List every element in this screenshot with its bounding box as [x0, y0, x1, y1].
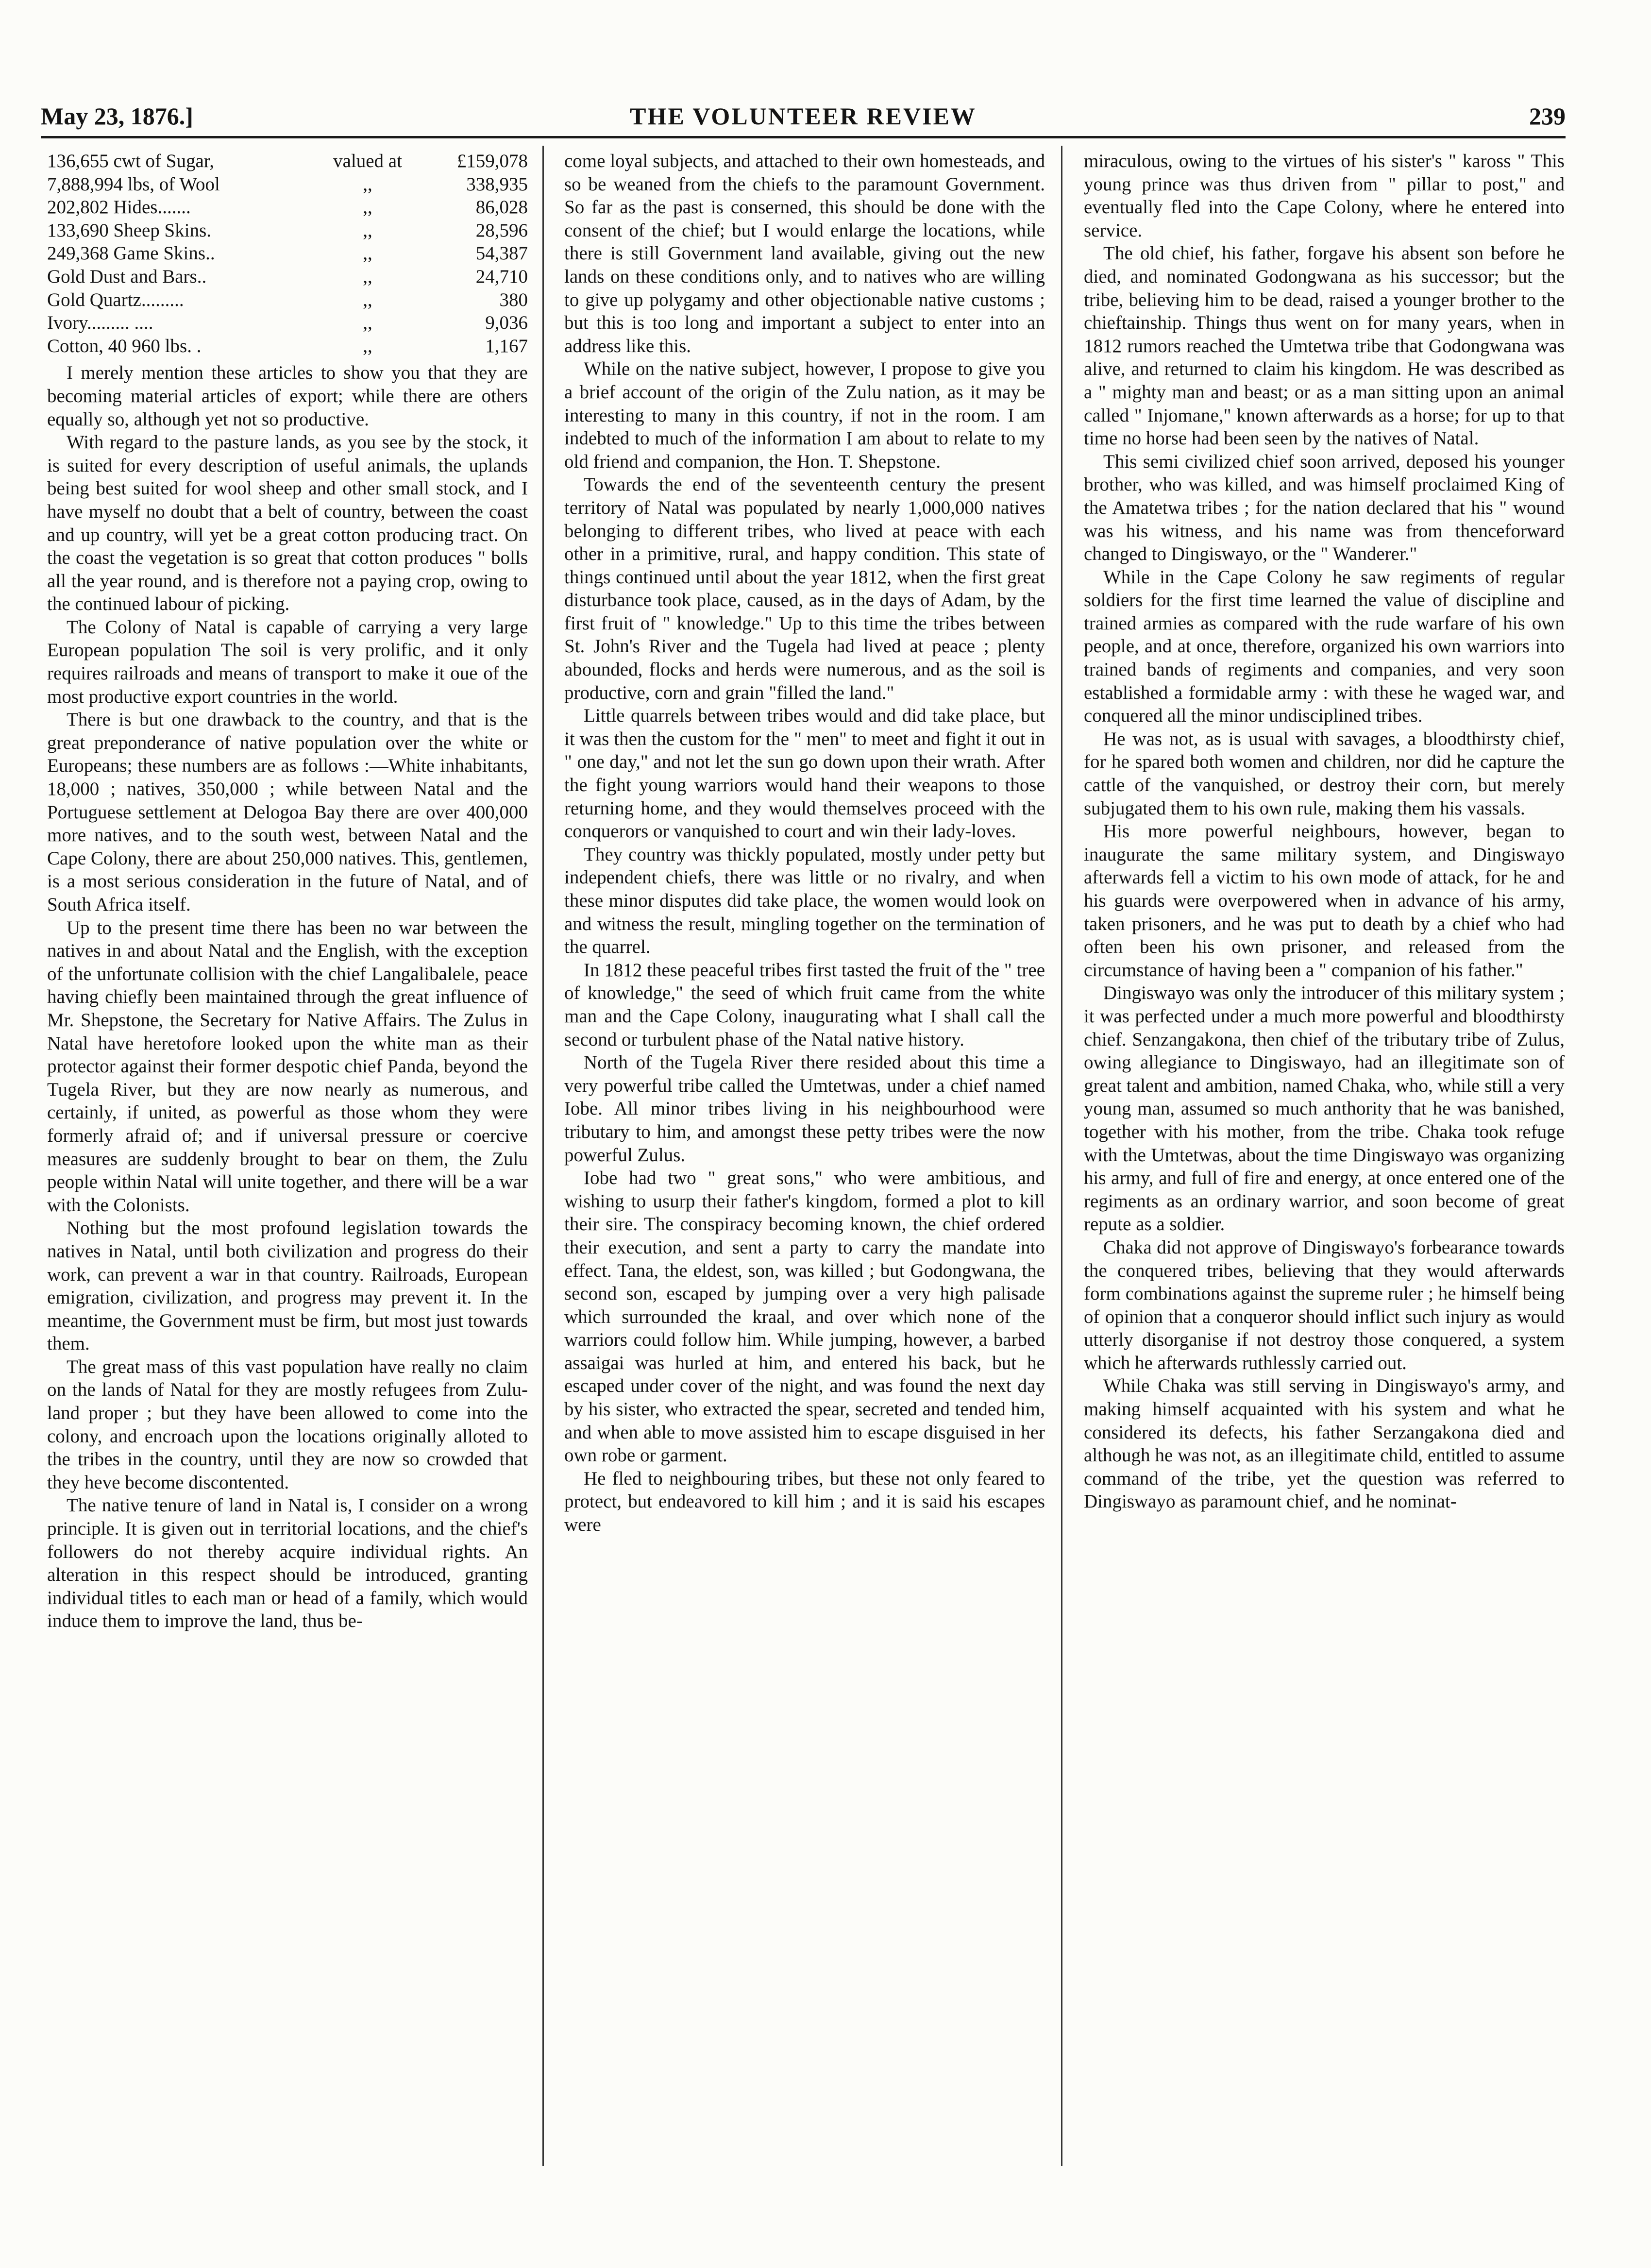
column-divider-2	[1061, 146, 1062, 2166]
table-row	[47, 150, 528, 173]
paragraph: The native tenure of land in Natal is, I consider on a wrong principle. It is given out in territorial locations, and the chief's followers do not thereby acquire individual rights. An alteration in this respect should be introduced, granting individual titles to each man or head of a family, which would induce them to improve the land, thus be-	[47, 1495, 528, 1632]
table-row	[47, 288, 528, 312]
export-value: 54,387	[475, 243, 528, 264]
table-row	[47, 265, 528, 288]
page-header	[41, 102, 1566, 137]
export-item: 7,888,994 lbs, of Wool	[47, 173, 220, 195]
export-unit: ,,	[363, 289, 372, 310]
export-value: 28,596	[475, 220, 528, 241]
paragraph: He fled to neighbouring tribes, but these not only feared to protect, but endeavored to kill him ; and it is said his escapes were	[564, 1468, 1045, 1536]
table-row	[47, 311, 528, 335]
paragraph: Chaka did not approve of Dingiswayo's forbearance towards the conquered tribes, believing that they would afterwards form combinations against the supreme ruler ; he himself being of opinion that a conqueror should inflict such injury as would utterly disorganise if not destroy those conquered, a system which he afterwards ruthlessly carried out.	[1084, 1236, 1565, 1373]
paragraph: Little quarrels between tribes would and did take place, but it was then the custom for the " men" to meet and fight it out in " one day," and not let the sun go down upon their wrath. After the fight young warriors would hand their weapons to those returning home, and they would themselves proceed with the conquerors or vanquished to court and win their lady-loves.	[564, 705, 1045, 842]
issue-date: May 23, 1876.]	[41, 102, 193, 130]
paragraph: In 1812 these peaceful tribes first tasted the fruit of the " tree of knowledge," the seed of which fruit came from the white man and the Cape Colony, inaugurating what I shall call the second or turbulent phase of the Natal native history.	[564, 959, 1045, 1050]
paragraph: Dingiswayo was only the introducer of this military system ; it was perfected under a much more powerful and bloodthirsty chief. Senzangakona, then chief of the tributary tribe of Zulus, owing allegiance to Dingiswayo, had an illegitimate son of great talent and ambition, named Chaka, who, while still a very young man, assumed so much anthority that he was banished, together with his mother, from the tribe. Chaka took refuge with the Umtetwas, about the time Dingiswayo was organizing his army, and full of fire and energy, at once entered one of the regiments as an ordinary warrior, and soon become of great repute as a soldier.	[1084, 982, 1565, 1235]
column-2	[564, 150, 1045, 2165]
page-number: 239	[1529, 102, 1566, 130]
paragraph: come loyal subjects, and attached to their own homesteads, and so be weaned from the chiefs to the paramount Government. So far as the past is conserned, this should be done with the consent of the chief; but I would enlarge the locations, while there is still Government land available, giving out the new lands on these conditions only, and to natives who are willing to give up polygamy and other objectionable native customs ; but this is too long and important a subject to enter into an address like this.	[564, 151, 1045, 356]
paragraph: This semi civilized chief soon arrived, deposed his younger brother, who was killed, and was himself proclaimed King of the Amatetwa tribes ; for the nation declared that his " wound was his witness, and his name was from thenceforward changed to Dingiswayo, or the " Wanderer."	[1084, 451, 1565, 565]
export-unit: valued at	[333, 151, 402, 171]
column-3	[1084, 150, 1565, 2165]
paragraph: The old chief, his father, forgave his absent son before he died, and nominated Godongwana as his successor; but the tribe, believing him to be dead, raised a younger brother to the chieftainship. Things thus went on for many years, when in 1812 rumors reached the Umtetwa tribe that Godongwana was alive, and returned to claim his kingdom. He was described as a " mighty man and beast; or as a man sitting upon an animal called " Injomane," known afterwards as a horse; for up to that time no horse had been seen by the natives of Natal.	[1084, 243, 1565, 449]
paragraph: The Colony of Natal is capable of carrying a very large European population The soil is very prolific, and it only requires railroads and means of transport to make it oue of the most productive export countries in the world.	[47, 616, 528, 707]
export-value: 380	[499, 289, 528, 310]
export-item: 249,368 Game Skins..	[47, 243, 215, 264]
table-row	[47, 173, 528, 196]
export-item: 136,655 cwt of Sugar,	[47, 151, 214, 171]
paragraph: I merely mention these articles to show you that they are becoming material articles of export; while there are others equally so, although yet not so productive.	[47, 362, 528, 430]
paragraph: While on the native subject, however, I propose to give you a brief account of the origin of the Zulu nation, as it may be interesting to many in this country, if not in the room. I am indebted to much of the information I am about to relate to my old friend and companion, the Hon. T. Shepstone.	[564, 358, 1045, 472]
paragraph: While in the Cape Colony he saw regiments of regular soldiers for the first time learned the value of discipline and trained armies as compared with the rude warfare of his own people, and at once, therefore, organized his own warriors into trained bands of regiments and companies, and very soon established a formidable army : with these he waged war, and conquered all the minor undisciplined tribes.	[1084, 566, 1565, 727]
export-item: 202,802 Hides.......	[47, 197, 191, 218]
export-unit: ,,	[363, 173, 372, 195]
export-unit: ,,	[363, 335, 372, 356]
export-unit: ,,	[363, 266, 372, 287]
paragraph: The great mass of this vast population have really no claim on the lands of Natal for they are mostly refugees from Zulu-land proper ; but they have been allowed to come into the colony, and encroach upon the locations originally alloted to the tribes in the country, until they are now so crowded that they heve become discontented.	[47, 1356, 528, 1493]
column-1	[47, 150, 528, 2165]
paragraph: Nothing but the most profound legislation towards the natives in Natal, until both civilization and progress do their work, can prevent a war in that country. Railroads, European emigration, civilization, and progress may prevent it. In the meantime, the Government must be firm, but most just towards them.	[47, 1218, 528, 1354]
paragraph: There is but one drawback to the country, and that is the great preponderance of native population over the white or Europeans; these numbers are as follows :—White inhabitants, 18,000 ; natives, 350,000 ; while between Natal and the Portuguese settlement at Delogoa Bay there are over 400,000 more natives, and to the south west, between Natal and the Cape Colony, there are about 250,000 natives. This, gentlemen, is a most serious consideration in the future of Natal, and of South Africa itself.	[47, 709, 528, 915]
export-item: Cotton, 40 960 lbs. .	[47, 335, 202, 356]
export-value: 1,167	[485, 335, 528, 356]
paragraph: Iobe had two " great sons," who were ambitious, and wishing to usurp their father's kingdom, formed a plot to kill their sire. The conspiracy becoming known, the chief ordered their execution, and sent a party to carry the mandate into effect. Tana, the eldest, son, was killed ; but Godongwana, the second son, escaped by jumping over a very high palisade which surrounded the kraal, and over which none of the warriors could follow him. While jumping, however, a barbed assaigai was hurled at him, and entered his back, but he escaped under cover of the night, and was found the next day by his sister, who extracted the spear, secreted and tended him, and when able to move assisted him to escape disguised in her own robe or garment.	[564, 1168, 1045, 1466]
export-item: 133,690 Sheep Skins.	[47, 220, 212, 241]
export-item: Gold Dust and Bars..	[47, 266, 207, 287]
paragraph: Towards the end of the seventeenth century the present territory of Natal was populated by nearly 1,000,000 natives belonging to different tribes, who lived at peace with each other in a primitive, rural, and happy condition. This state of things continued until about the year 1812, when the first great disturbance took place, caused, as in the days of Adam, by the first fruit of " knowledge." Up to this time the tribes between St. John's River and the Tugela had lived at peace ; plenty abounded, flocks and herds were numerous, and as the soil is productive, corn and grain "filled the land."	[564, 474, 1045, 703]
export-item: Gold Quartz.........	[47, 289, 184, 310]
export-value: £159,078	[456, 151, 528, 171]
export-value: 9,036	[485, 312, 528, 334]
paragraph: He was not, as is usual with savages, a bloodthirsty chief, for he spared both women and children, nor did he capture the cattle of the vanquished, or destroy their corn, but merely subjugated them to his own rule, making them his vassals.	[1084, 728, 1565, 819]
paragraph: Up to the present time there has been no war between the natives in and about Natal and the English, with the exception of the unfortunate collision with the chief Langalibalele, peace having chiefly been maintained through the great influence of Mr. Shepstone, the Secretary for Native Affairs. The Zulus in Natal have heretofore looked upon the white man as their protector against their former despotic chief Panda, beyond the Tugela River, but they are now nearly as numerous, and certainly, if united, as powerful as those whom they were formerly afraid of; and if universal pressure or coercive measures are suddenly brought to bear on them, the Zulu people within Natal will unite together, and there will be a war with the Colonists.	[47, 917, 528, 1216]
export-unit: ,,	[363, 197, 372, 218]
column-divider-1	[542, 146, 544, 2166]
exports-table	[47, 150, 528, 357]
table-row	[47, 219, 528, 242]
export-unit: ,,	[363, 243, 372, 264]
table-row	[47, 335, 528, 358]
export-value: 86,028	[475, 197, 528, 218]
export-unit: ,,	[363, 312, 372, 334]
header-rule	[41, 136, 1566, 138]
paragraph: They country was thickly populated, mostly under petty but independent chiefs, there was little or no rivalry, and when these minor disputes did take place, the women would look on and witness the result, mingling together on the termination of the quarrel.	[564, 844, 1045, 958]
export-item: Ivory......... ....	[47, 312, 153, 334]
paragraph: While Chaka was still serving in Dingiswayo's army, and making himself acquainted with his system and what he considered its defects, his father Serzangakona died and although he was not, as an illegitimate child, entitled to assume command of the tribe, yet the question was referred to Dingiswayo as paramount chief, and he nominat-	[1084, 1375, 1565, 1512]
publication-title: THE VOLUNTEER REVIEW	[630, 102, 977, 130]
table-row	[47, 196, 528, 219]
export-value: 338,935	[466, 173, 528, 195]
paragraph: North of the Tugela River there resided about this time a very powerful tribe called the Umtetwas, under a chief named Iobe. All minor tribes living in his neighbourhood were tributary to him, and amongst these petty tribes were the now powerful Zulus.	[564, 1052, 1045, 1166]
paragraph: miraculous, owing to the virtues of his sister's " kaross " This young prince was thus driven from " pillar to post," and eventually fled into the Cape Colony, where he entered into service.	[1084, 151, 1565, 241]
export-value: 24,710	[475, 266, 528, 287]
paragraph: With regard to the pasture lands, as you see by the stock, it is suited for every description of useful animals, the uplands being best suited for wool sheep and other small stock, and I have myself no doubt that a belt of country, between the coast and up country, will yet be a great cotton producing tract. On the coast the vegetation is so great that cotton produces " bolls all the year round, and is therefore not a paying crop, owing to the continued labour of picking.	[47, 432, 528, 615]
paragraph: His more powerful neighbours, however, began to inaugurate the same military system, and Dingiswayo afterwards fell a victim to his own mode of attack, for he and his guards were overpowered when in advance of his army, taken prisoners, and he was put to death by a chief who had often been his own prisoner, and released from the circumstance of having been a " companion of his father."	[1084, 821, 1565, 981]
table-row	[47, 242, 528, 265]
export-unit: ,,	[363, 220, 372, 241]
